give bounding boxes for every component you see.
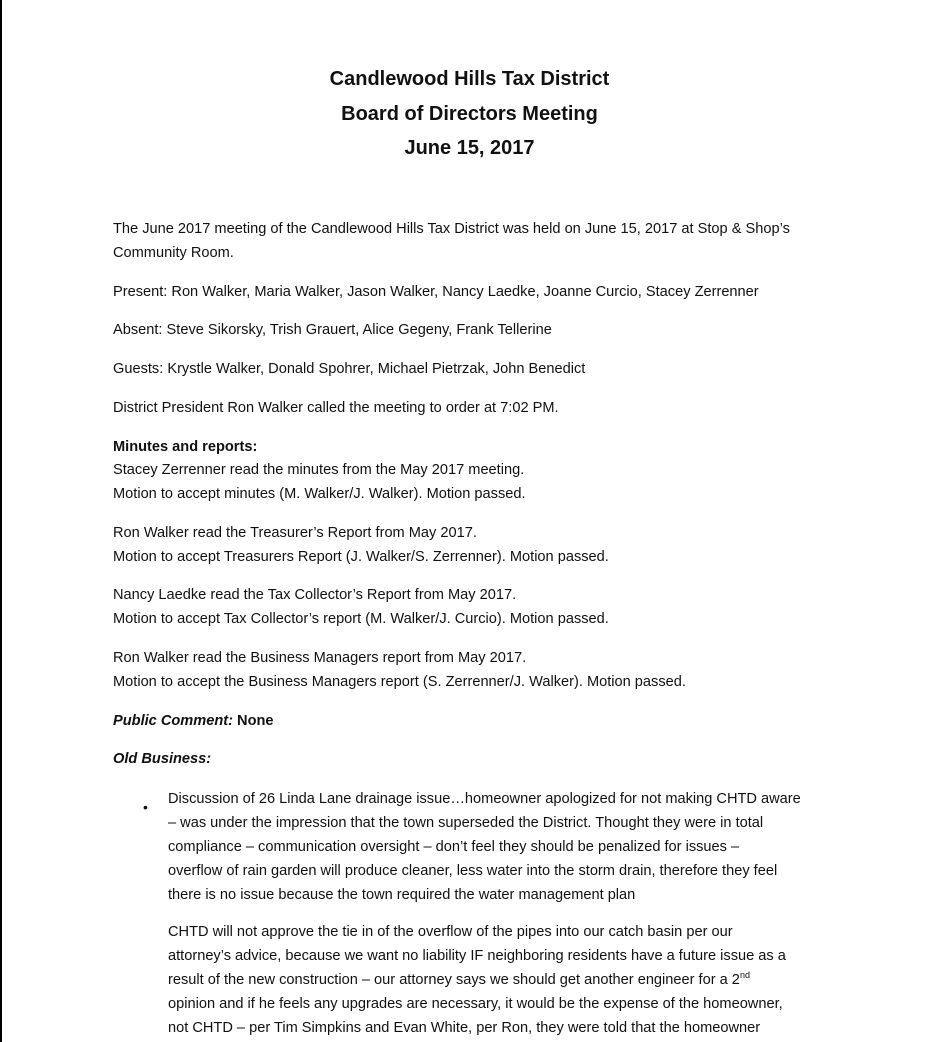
old-business-heading: Old Business:	[113, 751, 212, 767]
intro-line-2: Community Room.	[113, 245, 234, 261]
business-managers-report-line-1: Ron Walker read the Business Managers report from May 2017.	[113, 650, 527, 666]
minutes-item-1-line-1: Stacey Zerrenner read the minutes from the May 2017 meeting.	[113, 462, 525, 478]
intro-line-1: The June 2017 meeting of the Candlewood Hills Tax District was held on June 15, 2017 at Stop & Shop’s	[113, 221, 790, 237]
old-business-para-1-line-2: – was under the impression that the town superseded the District. Thought they were in total	[168, 815, 764, 831]
tax-collector-report-line-2: Motion to accept Tax Collector’s report (M. Walker/J. Curcio). Motion passed.	[113, 611, 609, 627]
call-to-order: District President Ron Walker called the meeting to order at 7:02 PM.	[113, 400, 559, 416]
old-business-para-2-line-3	[168, 968, 750, 992]
tax-collector-report-line-1: Nancy Laedke read the Tax Collector’s Report from May 2017.	[113, 587, 517, 603]
treasurer-report-line-2: Motion to accept Treasurers Report (J. Walker/S. Zerrenner). Motion passed.	[113, 549, 609, 565]
public-comment	[113, 709, 274, 733]
document-title	[113, 62, 826, 166]
title-line-3: June 15, 2017	[404, 137, 535, 159]
title-line-1: Candlewood Hills Tax District	[329, 68, 610, 90]
page-left-border	[0, 0, 2, 1042]
present-list: Present: Ron Walker, Maria Walker, Jason Walker, Nancy Laedke, Joanne Curcio, Stacey Zerrenner	[113, 284, 759, 300]
old-business-para-1-line-4: overflow of rain garden will produce cleaner, less water into the storm drain, therefore they feel	[168, 863, 778, 879]
bullet-icon: •	[143, 799, 148, 815]
minutes-heading: Minutes and reports:	[113, 439, 258, 455]
public-comment-label: Public Comment:	[113, 713, 233, 729]
old-business-para-1-line-3: compliance – communication oversight – don’t feel they should be penalized for issues –	[168, 839, 740, 855]
guests-list: Guests: Krystle Walker, Donald Spohrer, Michael Pietrzak, John Benedict	[113, 361, 586, 377]
title-line-2: Board of Directors Meeting	[341, 102, 598, 125]
absent-list: Absent: Steve Sikorsky, Trish Grauert, Alice Gegeny, Frank Tellerine	[113, 322, 552, 338]
ordinal-superscript: nd	[739, 970, 750, 981]
minutes-item-1-line-2: Motion to accept minutes (M. Walker/J. Walker). Motion passed.	[113, 486, 526, 502]
business-managers-report-line-2: Motion to accept the Business Managers report (S. Zerrenner/J. Walker). Motion passed.	[113, 674, 686, 690]
public-comment-value: None	[233, 713, 274, 729]
old-business-para-2-line-2: attorney’s advice, because we want no liability IF neighboring residents have a future issue as a	[168, 948, 786, 964]
old-business-para-1-line-1: Discussion of 26 Linda Lane drainage issue…homeowner apologized for not making CHTD aware	[168, 791, 801, 807]
old-business-para-2-line-5: not CHTD – per Tim Simpkins and Evan White, per Ron, they were told that the homeowner	[168, 1020, 761, 1036]
old-business-para-2-line-3-text: result of the new construction – our attorney says we should get another engineer for a 2	[168, 972, 740, 988]
treasurer-report-line-1: Ron Walker read the Treasurer’s Report from May 2017.	[113, 525, 477, 541]
old-business-para-2-line-4: opinion and if he feels any upgrades are necessary, it would be the expense of the homeowner,	[168, 996, 783, 1012]
old-business-para-2-line-1: CHTD will not approve the tie in of the overflow of the pipes into our catch basin per our	[168, 924, 733, 940]
old-business-para-1-line-5: there is no issue because the town required the water management plan	[168, 887, 636, 903]
